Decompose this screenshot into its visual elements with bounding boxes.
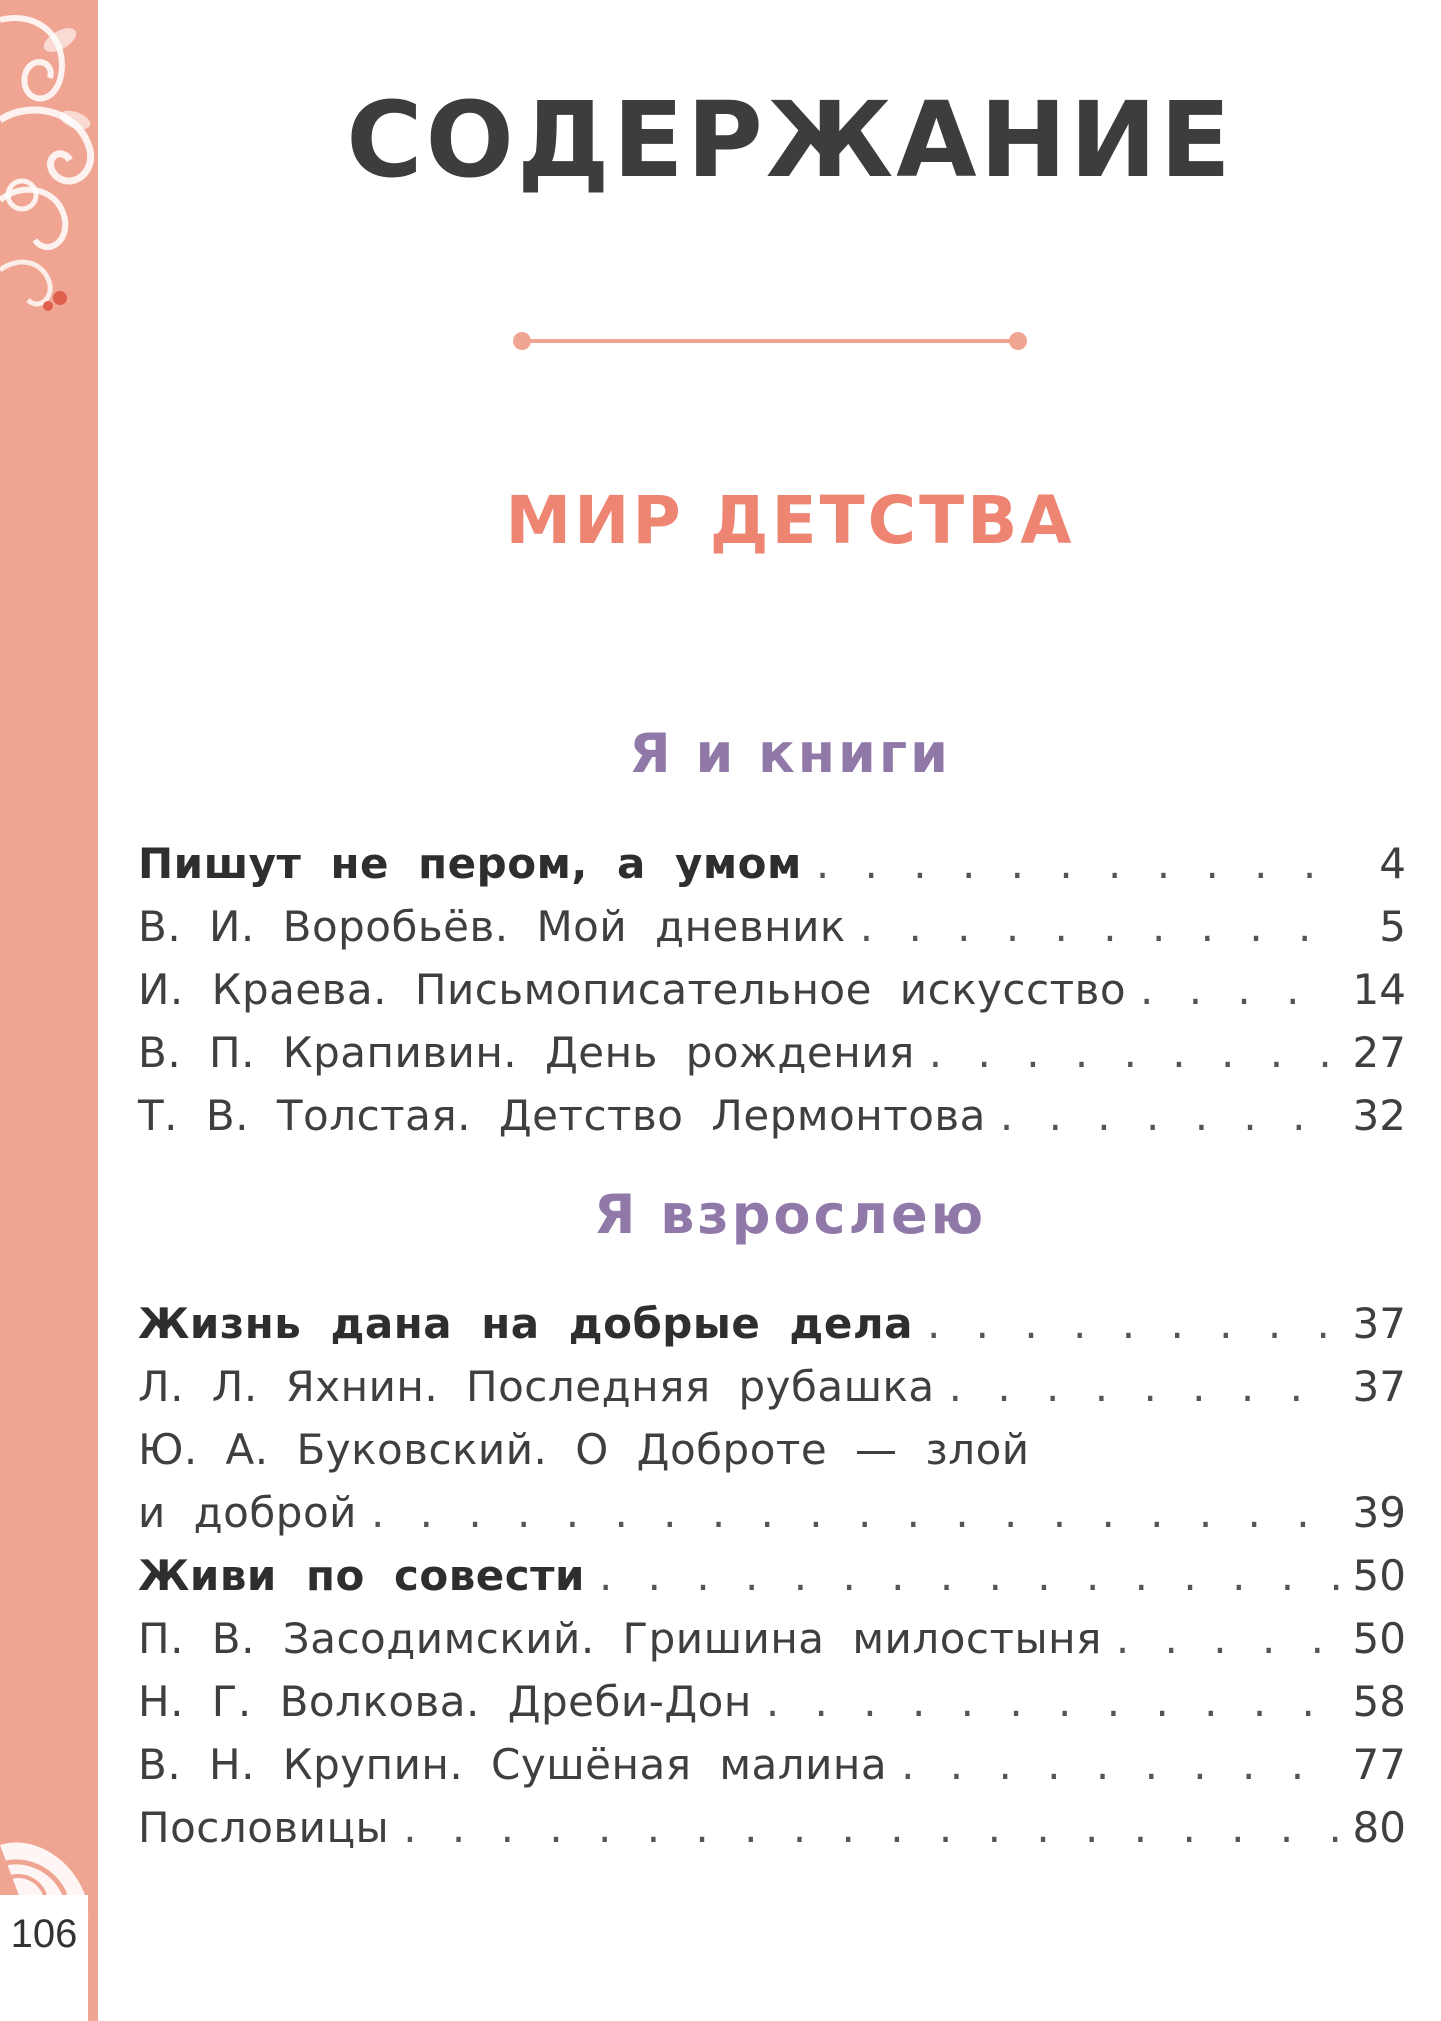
toc-entry-title-line1[interactable]: Ю. А. Буковский. О Доброте — злой: [138, 1425, 1030, 1474]
toc-entry-page: 80: [1352, 1803, 1406, 1852]
toc-entry-page: 14: [1352, 965, 1406, 1014]
page-number: 106: [10, 1912, 78, 1956]
toc-entry[interactable]: [138, 1021, 1406, 1084]
dot-leader: [901, 1733, 1338, 1796]
toc-entry[interactable]: [138, 832, 1406, 895]
toc-entry-title: Живи по совести: [138, 1551, 585, 1600]
dot-leader: [860, 895, 1340, 958]
toc-entry[interactable]: [138, 1670, 1406, 1733]
toc-list: [138, 832, 1406, 1147]
toc-entry-page: 27: [1352, 1028, 1406, 1077]
dot-leader: [816, 832, 1340, 895]
toc-entry-page: 50: [1352, 1614, 1406, 1663]
toc-entry-title: И. Краева. Письмописательное искусство: [138, 965, 1127, 1014]
toc-entry[interactable]: [138, 1607, 1406, 1670]
toc-entry-title: Жизнь дана на добрые дела: [138, 1299, 913, 1348]
dot-leader: [1116, 1607, 1339, 1670]
toc-entry[interactable]: [138, 958, 1406, 1021]
toc-entry-page: 50: [1352, 1551, 1406, 1600]
divider-ornament: [510, 326, 1030, 356]
toc-entry[interactable]: [138, 1481, 1406, 1544]
toc-entry-page: 4: [1379, 839, 1406, 888]
toc-entry-page: 39: [1352, 1488, 1406, 1537]
section-title: Я взрослею: [593, 1183, 987, 1246]
toc-entry-title: Пословицы: [138, 1803, 390, 1852]
toc-entry-page: 32: [1352, 1091, 1406, 1140]
toc-entry-title: Пишут не пером, а умом: [138, 839, 802, 888]
toc-entry[interactable]: [138, 1084, 1406, 1147]
toc-entry[interactable]: [138, 1544, 1406, 1607]
toc-entry-title: П. В. Засодимский. Гришина милостыня: [138, 1614, 1102, 1663]
toc-entry-page: 5: [1379, 902, 1406, 951]
toc-entry-page: 37: [1352, 1362, 1406, 1411]
toc-entry[interactable]: [138, 1355, 1406, 1418]
toc-entry-title: Л. Л. Яхнин. Последняя рубашка: [138, 1362, 935, 1411]
toc-entry-title: В. И. Воробьёв. Мой дневник: [138, 902, 846, 951]
toc-entry-title: и доброй: [138, 1488, 357, 1537]
toc-entry-page: 58: [1352, 1677, 1406, 1726]
toc-list: [138, 1292, 1406, 1859]
floral-ornament-icon: [0, 0, 98, 320]
dot-leader: [949, 1355, 1339, 1418]
dot-leader: [1140, 958, 1339, 1021]
page-title: СОДЕРЖАНИЕ: [346, 79, 1234, 201]
toc-entry-title: Н. Г. Волкова. Дреби-Дон: [138, 1677, 752, 1726]
toc-entry[interactable]: [138, 1292, 1406, 1355]
dot-leader: [927, 1292, 1339, 1355]
dot-leader: [599, 1544, 1339, 1607]
toc-entry[interactable]: [138, 1733, 1406, 1796]
dot-leader: [766, 1670, 1339, 1733]
dot-leader: [371, 1481, 1339, 1544]
part-title: МИР ДЕТСТВА: [505, 482, 1075, 559]
toc-entry[interactable]: [138, 895, 1406, 958]
toc-entry-page: 37: [1352, 1299, 1406, 1348]
toc-entry-page: 77: [1352, 1740, 1406, 1789]
toc-entry-title: В. П. Крапивин. День рождения: [138, 1028, 915, 1077]
section-title: Я и книги: [629, 722, 951, 785]
dot-leader: [1000, 1084, 1339, 1147]
dot-leader: [403, 1796, 1338, 1859]
toc-entry[interactable]: [138, 1796, 1406, 1859]
toc-entry-title: В. Н. Крупин. Сушёная малина: [138, 1740, 888, 1789]
dot-leader: [929, 1021, 1339, 1084]
toc-entry-title: Т. В. Толстая. Детство Лермонтова: [138, 1091, 986, 1140]
